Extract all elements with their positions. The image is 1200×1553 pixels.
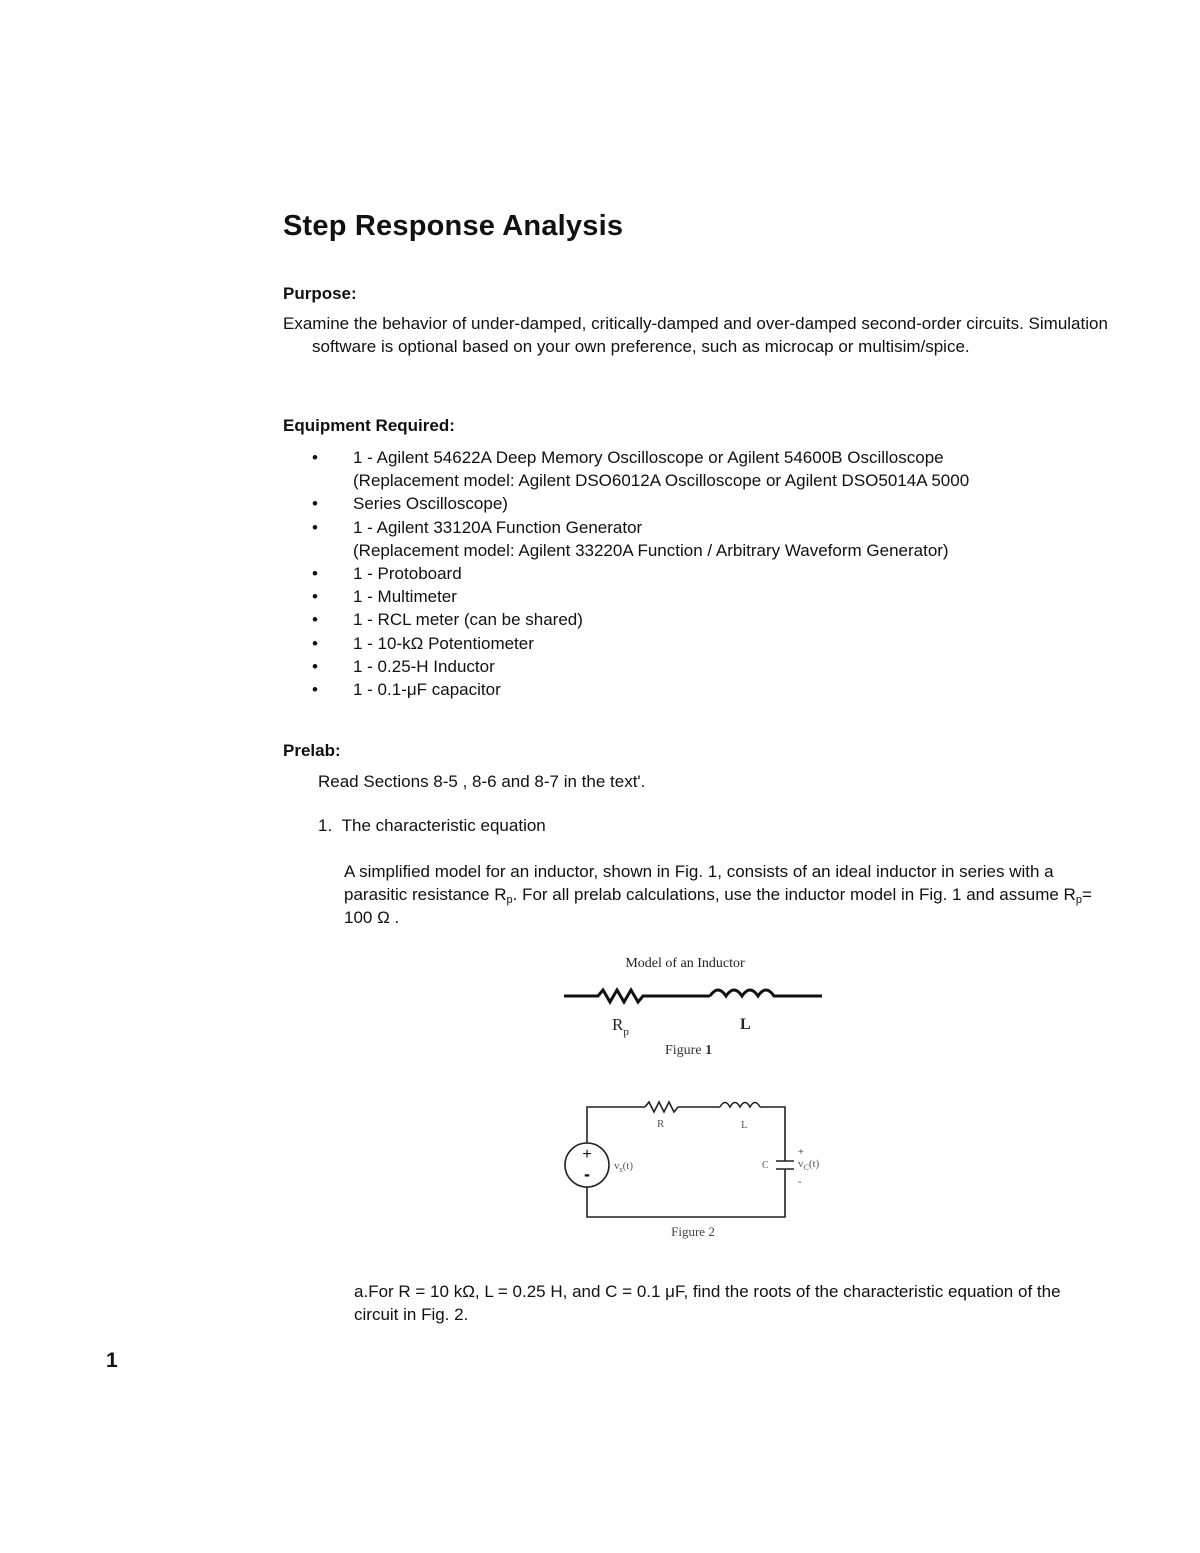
part-a-label: a. (354, 1282, 369, 1301)
r-label: R (657, 1118, 665, 1130)
equipment-item-text: (Replacement model: Agilent DSO6012A Oscilloscope or Agilent DSO5014A 5000 (353, 471, 970, 491)
equipment-item (312, 516, 969, 539)
equipment-item (312, 562, 969, 585)
purpose-text: Examine the behavior of under-damped, critically-damped and over-damped second-order circuits. Simulation software is optional based on your own preference, such as microcap or multisim/spice. (283, 314, 1108, 356)
bullet-icon: • (312, 448, 318, 467)
equipment-item-text: (Replacement model: Agilent 33220A Function / Arbitrary Waveform Generator) (353, 540, 949, 560)
equipment-item-text: 1 - Agilent 54622A Deep Memory Oscilloscope or Agilent 54600B Oscilloscope (353, 448, 944, 467)
bottom-wire (587, 1169, 785, 1217)
source-label (614, 1160, 633, 1174)
page-number: 1 (106, 1349, 118, 1372)
inductor-l-symbol (710, 990, 822, 996)
equipment-item (312, 678, 969, 701)
vc-label-arg: (t) (808, 1158, 820, 1170)
source-label-sub: s (619, 1165, 623, 1174)
source-label-arg: (t) (622, 1160, 634, 1172)
inductor-l2-symbol (720, 1103, 760, 1108)
vc-minus: - (798, 1176, 802, 1188)
model-sub-2: p (1075, 894, 1082, 906)
rp-label-main: R (612, 1015, 624, 1034)
step-label: The characteristic equation (341, 816, 546, 835)
vc-label (798, 1158, 820, 1172)
top-left-wire (587, 1107, 645, 1143)
caption-number: 1 (705, 1043, 713, 1058)
resistor-r-symbol (645, 1102, 678, 1112)
part-a-text: For R = 10 kΩ, L = 0.25 H, and C = 0.1 μF, find the roots of the characteristic equation of the circuit in Fig. 2. (354, 1282, 1061, 1324)
figure-2-caption: Figure 2 (671, 1224, 715, 1239)
step-number: 1. (318, 816, 333, 835)
equipment-item (312, 585, 969, 608)
equipment-item-text: 1 - Agilent 33120A Function Generator (353, 517, 643, 537)
figure-1-title: Model of an Inductor (625, 956, 745, 971)
equipment-heading: Equipment Required: (283, 416, 455, 435)
rp-label-sub: p (623, 1026, 629, 1038)
model-text-1: A simplified model for an inductor, shown in Fig. 1, consists of an ideal inductor in series with a parasitic resistance R (344, 862, 1054, 904)
equipment-item-text: 1 - RCL meter (can be shared) (353, 610, 583, 630)
equipment-list (312, 446, 969, 701)
prelab-reading-text: Read Sections 8-5 , 8-6 and 8-7 in the text (318, 772, 638, 791)
equipment-item-text: 1 - 0.25-H Inductor (353, 656, 495, 676)
figure-2-rlc-circuit (560, 1095, 835, 1245)
figure-1-caption (665, 1043, 712, 1058)
top-right-wire (760, 1107, 785, 1161)
l2-label: L (741, 1119, 748, 1131)
equipment-item-text: 1 - Multimeter (353, 587, 457, 607)
bullet-icon: • (312, 656, 318, 676)
bullet-icon: • (312, 564, 318, 584)
equipment-item (312, 446, 969, 469)
vc-plus: + (798, 1147, 804, 1158)
caption-word: Figure (665, 1043, 702, 1058)
equipment-item (312, 469, 969, 492)
equipment-item-text: 1 - 10-kΩ Potentiometer (353, 633, 534, 653)
bullet-icon: • (312, 517, 318, 537)
l-label: L (740, 1016, 751, 1033)
page-title: Step Response Analysis (283, 210, 624, 242)
equipment-item-text: 1 - Protoboard (353, 564, 462, 584)
bullet-icon: • (312, 494, 318, 514)
vc-label-main: v (798, 1158, 804, 1170)
prelab-reading (318, 770, 645, 793)
equipment-item (312, 539, 969, 562)
equipment-item (312, 632, 969, 655)
step-1 (318, 814, 546, 837)
footnote-mark: '. (637, 772, 646, 791)
source-plus-sign: + (582, 1146, 592, 1163)
figure-1-inductor-model (560, 948, 830, 1063)
equipment-item (312, 655, 969, 678)
inductor-model-text (344, 860, 1114, 929)
part-a (354, 1280, 1074, 1326)
model-text-2: . For all prelab calculations, use the inductor model in Fig. 1 and assume R (512, 885, 1076, 904)
model-sub-1: p (506, 894, 513, 906)
model-text-3: = 100 Ω . (344, 885, 1092, 927)
equipment-item-text: 1 - 0.1-μF capacitor (353, 680, 501, 700)
equipment-item (312, 492, 969, 515)
rp-label (612, 1015, 629, 1038)
bullet-icon: • (312, 680, 318, 700)
equipment-item (312, 608, 969, 631)
source-label-main: v (614, 1160, 620, 1172)
bullet-icon: • (312, 610, 318, 630)
resistor-rp-symbol (564, 990, 710, 1002)
source-minus-sign: - (584, 1164, 590, 1184)
bullet-icon: • (312, 633, 318, 653)
equipment-item-text: Series Oscilloscope) (353, 494, 508, 514)
vc-label-sub: C (803, 1163, 809, 1172)
prelab-heading: Prelab: (283, 741, 341, 760)
purpose-heading: Purpose: (283, 284, 357, 303)
c-label: C (762, 1160, 769, 1171)
bullet-icon: • (312, 587, 318, 607)
